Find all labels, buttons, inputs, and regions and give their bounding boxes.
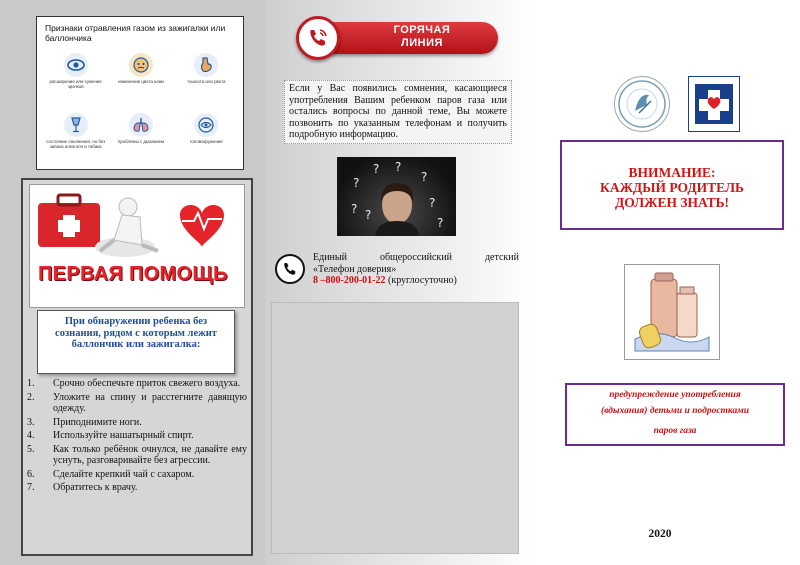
svg-text:?: ? bbox=[421, 170, 428, 184]
dizzy-icon bbox=[194, 113, 218, 137]
hotline-label bbox=[362, 24, 482, 50]
symptoms-card bbox=[36, 16, 244, 170]
trust-phone-word: общероссийский bbox=[379, 252, 452, 263]
first-aid-kit-icon bbox=[30, 185, 244, 307]
symptom-label: изменение цвета кожи bbox=[118, 79, 164, 84]
trust-phone-line2: «Телефон доверия» bbox=[313, 263, 397, 275]
eye-icon bbox=[64, 53, 88, 77]
symptom-label: тошнота или рвота bbox=[187, 79, 226, 84]
phone-icon bbox=[275, 254, 305, 284]
year-label: 2020 bbox=[648, 528, 672, 540]
face-icon bbox=[129, 53, 153, 77]
step-item bbox=[27, 392, 247, 415]
top-blank-area bbox=[546, 8, 724, 68]
year-box bbox=[629, 490, 691, 548]
svg-text:?: ? bbox=[353, 176, 360, 190]
step-item bbox=[27, 444, 247, 467]
trust-phone-line1 bbox=[313, 252, 519, 264]
prevention-line2: (вдыхания) детьми и подростками bbox=[600, 406, 750, 416]
trust-phone-line3 bbox=[313, 275, 519, 287]
attention-line2: КАЖДЫЙ РОДИТЕЛЬ bbox=[600, 180, 744, 195]
step-text: Как только ребёнок очнулся, не давайте ему уснуть, разговаривайте без агрессии. bbox=[53, 443, 247, 466]
hotline-info-text: Если у Вас появились сомнения, касающиеся употребления Вашим ребенком паров газа или остались вопросы по данной теме, Вы можете позвонить по указанным телефонам и получить подробную информацию. bbox=[284, 80, 512, 144]
symptom-item bbox=[43, 53, 108, 109]
svg-text:?: ? bbox=[429, 196, 436, 210]
first-aid-instruction-text: При обнаружении ребенка без сознания, рядом с которым лежит баллончик или зажигалка: bbox=[55, 316, 217, 350]
organization-seal-icon bbox=[614, 76, 670, 132]
first-aid-title: ПЕРВАЯ ПОМОЩЬ bbox=[38, 263, 228, 285]
symptom-label: расширение или сужение зрачков bbox=[49, 79, 102, 90]
hotline-banner bbox=[296, 16, 496, 60]
symptom-label: головокружение bbox=[189, 139, 223, 144]
svg-text:?: ? bbox=[395, 160, 402, 174]
lungs-icon bbox=[129, 113, 153, 137]
trust-phone-word: детский bbox=[484, 252, 519, 263]
symptoms-grid bbox=[43, 53, 239, 169]
symptom-item bbox=[174, 113, 239, 169]
symptom-item bbox=[43, 113, 108, 169]
hotline-label-line1: ГОРЯЧАЯ bbox=[393, 24, 451, 36]
step-number: 1. bbox=[27, 378, 35, 389]
symptoms-title: Признаки отравления газом из зажигалки или баллончика bbox=[45, 23, 226, 43]
step-number: 7. bbox=[27, 482, 35, 493]
symptom-label: проблемы с дыханием bbox=[117, 139, 165, 144]
step-text: Обратитесь к врачу. bbox=[53, 482, 138, 493]
symptom-item bbox=[174, 53, 239, 109]
attention-line1: ВНИМАНИЕ: bbox=[628, 165, 716, 180]
first-aid-steps bbox=[27, 378, 247, 496]
step-text: Используйте нашатырный спирт. bbox=[53, 430, 194, 441]
step-text: Уложите на спину и расстегните давящую одежду. bbox=[53, 391, 247, 414]
symptom-item bbox=[108, 53, 173, 109]
step-item bbox=[27, 469, 247, 481]
medical-cross-logo-icon bbox=[688, 76, 740, 132]
step-text: Сделайте крепкий чай с сахаром. bbox=[53, 468, 195, 480]
step-item bbox=[27, 482, 247, 494]
step-item bbox=[27, 417, 247, 429]
prevention-line3: паров газа bbox=[653, 426, 697, 436]
trust-phone-word: Единый bbox=[313, 252, 347, 263]
step-number: 4. bbox=[27, 430, 35, 441]
hotline-label-line2: ЛИНИЯ bbox=[401, 37, 443, 49]
glass-icon bbox=[64, 113, 88, 137]
step-item bbox=[27, 378, 247, 390]
stomach-icon bbox=[194, 53, 218, 77]
phone-ringing-icon bbox=[296, 16, 340, 60]
prevention-line1: предупреждение употребления bbox=[609, 390, 741, 400]
attention-box bbox=[560, 140, 784, 230]
step-item bbox=[27, 430, 247, 442]
step-number: 5. bbox=[27, 443, 35, 455]
aerosol-cans-illustration bbox=[624, 264, 720, 360]
svg-text:?: ? bbox=[365, 208, 372, 222]
svg-text:?: ? bbox=[437, 216, 444, 230]
trust-phone-number[interactable]: 8 –800-200-01-22 bbox=[313, 275, 386, 286]
step-number: 3. bbox=[27, 416, 35, 428]
worried-person-photo bbox=[337, 157, 456, 236]
symptom-item bbox=[108, 113, 173, 169]
first-aid-block bbox=[21, 178, 253, 556]
blank-gray-area bbox=[271, 302, 519, 554]
first-aid-instruction-box bbox=[37, 310, 235, 374]
attention-line3: ДОЛЖЕН ЗНАТЬ! bbox=[614, 195, 730, 210]
svg-text:?: ? bbox=[373, 162, 380, 176]
trust-phone-text bbox=[313, 252, 519, 287]
trust-phone-section bbox=[271, 248, 521, 296]
svg-text:?: ? bbox=[351, 202, 358, 216]
step-text: Приподнимите ноги. bbox=[53, 416, 142, 428]
step-number: 6. bbox=[27, 468, 35, 480]
trust-phone-hours: (круглосуточно) bbox=[388, 275, 457, 286]
symptom-label: состояние опьянения, но без запаха алкоголя и табака bbox=[46, 139, 106, 150]
first-aid-illustration bbox=[29, 184, 245, 308]
prevention-box bbox=[565, 383, 785, 446]
step-text: Срочно обеспечьте приток свежего воздуха. bbox=[53, 378, 241, 389]
step-number: 2. bbox=[27, 391, 35, 403]
